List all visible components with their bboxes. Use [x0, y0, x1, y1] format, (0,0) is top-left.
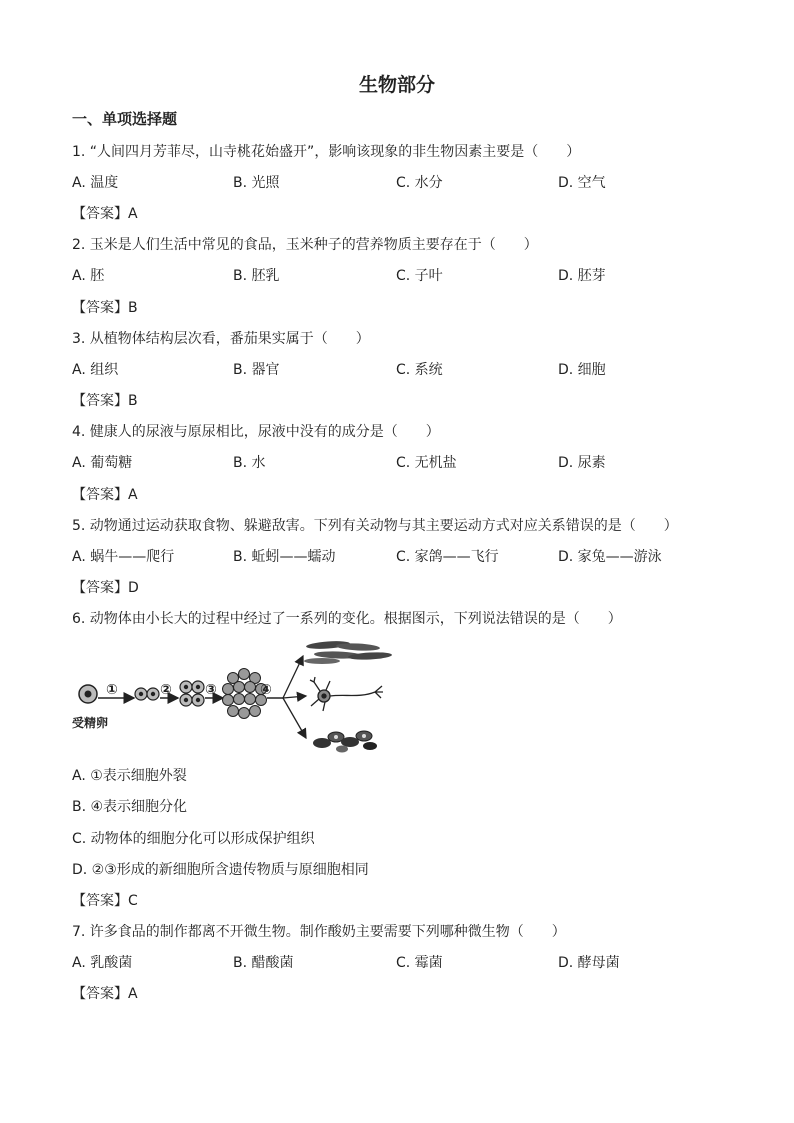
- option-a: A. 组织: [72, 362, 119, 378]
- question-3-stem: 3. 从植物体结构层次看，番茄果实属于（ ）: [72, 331, 370, 347]
- answer-label: 【答案】: [72, 580, 128, 596]
- question-7-stem: 7. 许多食品的制作都离不开微生物。制作酸奶主要需要下列哪种微生物（ ）: [72, 924, 566, 940]
- answer-label: 【答案】: [72, 487, 128, 503]
- fertilized-egg-cell: [79, 685, 97, 703]
- answer-label: 【答案】: [72, 986, 128, 1002]
- step-1-label: ①: [106, 682, 118, 698]
- option-d: D. 家兔——游泳: [558, 549, 662, 565]
- muscle-tissue: [304, 640, 392, 664]
- question-7-options: [72, 952, 732, 972]
- connective-tissue: [313, 731, 377, 753]
- option-d: D. 胚芽: [558, 268, 606, 284]
- answer-label: 【答案】: [72, 206, 128, 222]
- answer-value: C: [128, 893, 138, 909]
- option-c: C. 家鸽——飞行: [396, 549, 499, 565]
- question-5-stem: 5. 动物通过运动获取食物、躲避敌害。下列有关动物与其主要运动方式对应关系错误的是（ ）: [72, 518, 678, 534]
- question-4-stem: 4. 健康人的尿液与原尿相比，尿液中没有的成分是（ ）: [72, 424, 440, 440]
- answer-value: D: [128, 580, 139, 596]
- option-a: A. 蜗牛——爬行: [72, 549, 175, 565]
- two-cell-stage: [135, 688, 159, 700]
- cell-development-figure: [70, 636, 400, 756]
- option-c: C. 系统: [396, 362, 443, 378]
- question-6-stem: 6. 动物体由小长大的过程中经过了一系列的变化。根据图示，下列说法错误的是（ ）: [72, 611, 622, 627]
- arrow-to-muscle-tissue: [283, 656, 303, 698]
- answer-label: 【答案】: [72, 893, 128, 909]
- option-c: C. 无机盐: [396, 455, 457, 471]
- question-6-option-d: D. ②③形成的新细胞所含遗传物质与原细胞相同: [72, 862, 369, 878]
- question-6-option-a: A. ①表示细胞外裂: [72, 768, 187, 784]
- option-a: A. 葡萄糖: [72, 455, 133, 471]
- question-3-options: [72, 359, 732, 379]
- option-c: C. 水分: [396, 175, 443, 191]
- option-a: A. 胚: [72, 268, 105, 284]
- answer-value: A: [128, 487, 138, 503]
- option-a: A. 乳酸菌: [72, 955, 133, 971]
- answer-7: [72, 983, 138, 1003]
- answer-2: [72, 297, 138, 317]
- answer-6: [72, 890, 138, 910]
- cell-division-differentiation-diagram: [70, 636, 400, 756]
- four-cell-stage: [180, 681, 204, 706]
- question-2-stem: 2. 玉米是人们生活中常见的食品，玉米种子的营养物质主要存在于（ ）: [72, 237, 538, 253]
- question-5-options: [72, 546, 732, 566]
- answer-label: 【答案】: [72, 300, 128, 316]
- option-d: D. 细胞: [558, 362, 606, 378]
- option-b: B. 器官: [233, 362, 280, 378]
- fertilized-egg-label: 受精卵: [72, 716, 109, 730]
- question-4-options: [72, 452, 732, 472]
- option-a: A. 温度: [72, 175, 119, 191]
- question-1-options: [72, 172, 732, 192]
- option-b: B. 胚乳: [233, 268, 280, 284]
- answer-value: A: [128, 206, 138, 222]
- page-title: 生物部分: [358, 74, 435, 96]
- answer-5: [72, 577, 139, 597]
- answer-value: B: [128, 393, 138, 409]
- question-6-option-b: B. ④表示细胞分化: [72, 799, 188, 815]
- answer-value: A: [128, 986, 138, 1002]
- option-b: B. 水: [233, 455, 266, 471]
- step-4-label: ④: [260, 682, 272, 698]
- option-d: D. 空气: [558, 175, 606, 191]
- answer-1: [72, 203, 138, 223]
- arrow-to-connective-tissue: [283, 698, 306, 738]
- option-b: B. 蚯蚓——蠕动: [233, 549, 336, 565]
- section-heading: 一、单项选择题: [72, 110, 178, 128]
- question-1-stem: 1. “人间四月芳菲尽，山寺桃花始盛开”，影响该现象的非生物因素主要是（ ）: [72, 144, 581, 160]
- option-b: B. 醋酸菌: [233, 955, 294, 971]
- option-d: D. 尿素: [558, 455, 606, 471]
- question-2-options: [72, 265, 732, 285]
- step-2-label: ②: [160, 682, 172, 698]
- answer-value: B: [128, 300, 138, 316]
- nerve-cell: [310, 677, 383, 711]
- option-b: B. 光照: [233, 175, 280, 191]
- answer-3: [72, 390, 138, 410]
- option-d: D. 酵母菌: [558, 955, 620, 971]
- option-c: C. 霉菌: [396, 955, 443, 971]
- answer-4: [72, 484, 138, 504]
- question-6-option-c: C. 动物体的细胞分化可以形成保护组织: [72, 831, 315, 847]
- step-3-label: ③: [205, 682, 217, 698]
- answer-label: 【答案】: [72, 393, 128, 409]
- arrow-to-nerve-tissue: [283, 696, 306, 698]
- option-c: C. 子叶: [396, 268, 443, 284]
